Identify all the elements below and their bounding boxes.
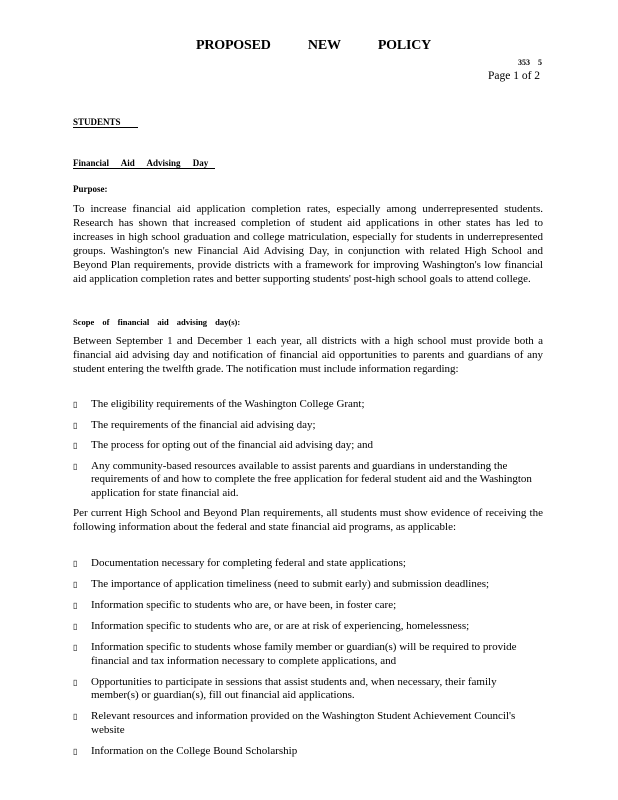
bullet-icon: ▯: [73, 420, 78, 430]
scope-heading: Scope of financial aid advising day(s):: [73, 317, 241, 327]
hsbp-list: [73, 557, 543, 766]
list-item: ▯ Opportunities to participate in sessions that assist students and, when necessary, their family member(s) or guardian(s), fill out financial aid applications.: [73, 675, 497, 701]
policy-name: Financial Aid Advising Day: [73, 158, 209, 168]
bullet-icon: ▯: [73, 712, 78, 721]
bullet-icon: ▯: [73, 643, 78, 652]
policy-name-underline: [73, 168, 215, 169]
notification-list: [73, 398, 543, 507]
list-item: ▯ Information specific to students whose family member or guardian(s) will be required to provide financial and tax information necessary to complete applications, and: [73, 641, 517, 667]
bullet-icon: ▯: [73, 461, 78, 471]
list-item: ▯ Information specific to students who are, or have been, in foster care;: [73, 599, 397, 611]
bullet-icon: ▯: [73, 400, 78, 409]
list-item: ▯ The requirements of the financial aid advising day;: [73, 418, 316, 431]
bullet-icon: ▯: [73, 580, 78, 589]
bullet-icon: ▯: [73, 441, 78, 450]
hsbp-paragraph: Per current High School and Beyond Plan requirements, all students must show evidence of receiving the following information about the federal and state financial aid programs, as applicable:: [73, 507, 543, 533]
list-item: ▯ The importance of application timeliness (need to submit early) and submission deadlines;: [73, 578, 490, 590]
list-item: ▯ Information on the College Bound Scholarship: [73, 744, 298, 757]
section-heading: STUDENTS: [73, 117, 121, 127]
list-item: ▯ Information specific to students who are, or are at risk of experiencing, homelessness;: [73, 620, 470, 632]
list-item: ▯ Any community-based resources available to assist parents and guardians in understanding the requirements of and how to complete the free application for federal student aid and the Washington application for state financial aid.: [73, 459, 532, 499]
bullet-icon: ▯: [73, 677, 78, 687]
list-item: ▯ Documentation necessary for completing federal and state applications;: [73, 557, 406, 569]
purpose-paragraph: To increase financial aid application completion rates, especially among underrepresented students. Research has shown that increased completion of student aid applications in other states has led to increases in high school graduation and college matriculation, especially for students in underrepresented groups. Washington's new Financial Aid Advising Day, in conjunction with related High School and Beyond Plan requirements, provide districts with a framework for improving Washington's low financial aid application completion rates and better supporting students' post-high school goals to attend college.: [73, 203, 543, 285]
bullet-icon: ▯: [73, 601, 78, 610]
list-item: ▯ Relevant resources and information provided on the Washington Student Achievement Council's website: [73, 710, 516, 736]
list-item: ▯ The process for opting out of the financial aid advising day; and: [73, 439, 373, 451]
bullet-icon: ▯: [73, 622, 78, 631]
purpose-heading: Purpose:: [73, 184, 108, 194]
bullet-icon: ▯: [73, 559, 78, 568]
bullet-icon: ▯: [73, 746, 78, 756]
policy-number: 353 5: [518, 58, 542, 67]
scope-paragraph: Between September 1 and December 1 each year, all districts with a high school must provide both a financial aid advising day and notification of financial aid opportunities to parents and guardians of any student entering the twelfth grade. The notification must include information regarding:: [73, 335, 543, 375]
list-item: ▯ The eligibility requirements of the Washington College Grant;: [73, 398, 365, 410]
document-title: PROPOSED NEW POLICY: [196, 38, 432, 53]
page-number: Page 1 of 2: [488, 70, 541, 82]
section-underline: [73, 127, 138, 128]
